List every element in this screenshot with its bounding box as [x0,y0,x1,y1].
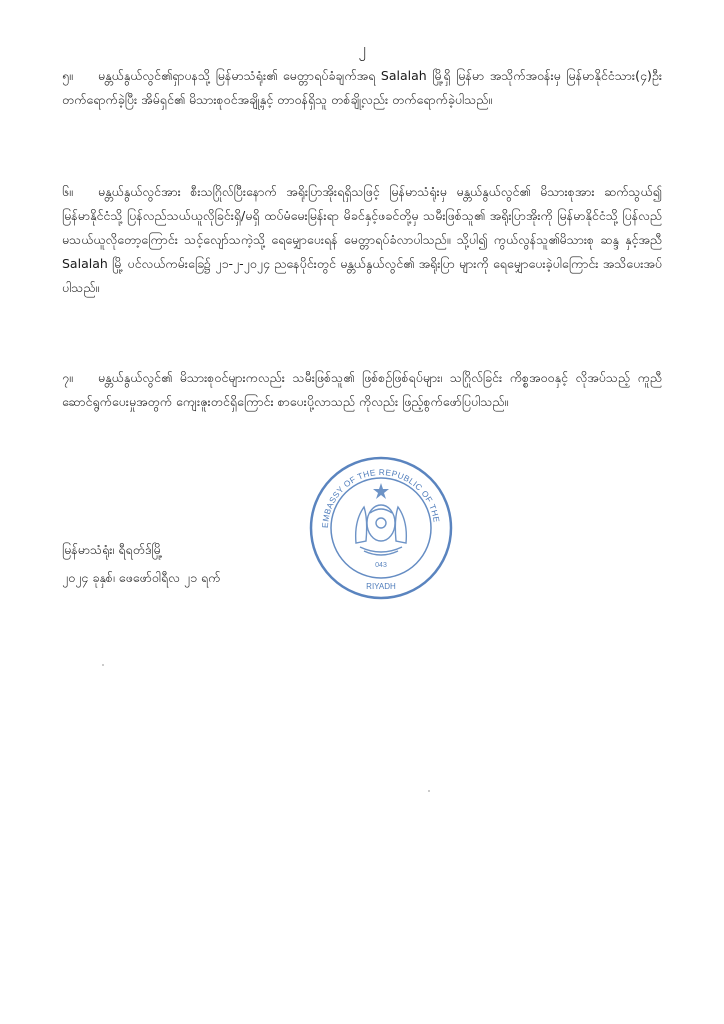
scan-speck [428,790,430,792]
paragraph-text: မန္တယ်နွယ်လွင်၏ရှာပနသို့ မြန်မာသံရုံး၏ မေတ္တာရပ်ခံချက်အရ Salalah မြို့ရှိ မြန်မာ အသိုက်အဝန်းမှ မြန်မာနိုင်ငံသား(၄)ဦး တက်ရောက်ခဲ့ပြီး အိမ်ရှင်၏ မိသားစုဝင်အချို့နှင့် တာဝန်ရှိသူ တစ်ချို့လည်း တက်ရောက်ခဲ့ပါသည်။ [62,68,662,107]
paragraph-6 [62,180,662,300]
paragraph-7 [62,366,662,414]
signature-date: ၂၀၂၄ ခုနှစ်၊ ဖေဖော်ဝါရီလ ၂၁ ရက် [62,570,221,585]
seal-number: 043 [375,562,387,569]
paragraph-5 [62,64,662,112]
seal-city: RIYADH [366,582,396,591]
signature-office: မြန်မာသံရုံး၊ ရီရတ်ဒ်မြို့ [62,542,163,557]
embassy-seal [308,455,454,601]
page-number: ၂ [358,40,366,58]
svg-text:EMBASSY OF THE REPUBLIC OF THE [308,455,442,528]
paragraph-number: ၅။ [62,68,73,83]
paragraph-text: မန္တယ်နွယ်လွင်အား စီးသဂြိုလ်ပြီးနောက် အရိုးပြာအိုးရရှိသဖြင့် မြန်မာသံရုံးမှ မန္တယ်နွယ်လွင်၏ မိသားစုအား ဆက်သွယ်၍ မြန်မာနိုင်ငံသို့ ပြန်လည်သယ်ယူလိုခြင်းရှိ/မရှိ ထပ်မံမေးမြန်းရာ မိခင်နှင့်ဖခင်တို့မှ သမီးဖြစ်သူ၏ အရိုးပြာအိုးကို မြန်မာနိုင်ငံသို့ ပြန်လည်မသယ်ယူလိုတော့ကြောင်း သင့်လျော်သကဲ့သို့ ရေမျှောပေးရန် မေတ္တာရပ်ခံလာပါသည်။ သို့ပါ၍ ကွယ်လွန်သူ၏မိသားစု ဆန္ဒ နှင့်အညီ Salalah မြို့ ပင်လယ်ကမ်းခြေ၌ ၂၁-၂-၂၀၂၄ ညနေပိုင်းတွင် မန္တယ်နွယ်လွင်၏ အရိုးပြာ များကို ရေမျှောပေးခဲ့ပါကြောင်း အသိပေးအပ်ပါသည်။ [62,184,662,295]
paragraph-number: ၆။ [62,184,73,199]
seal-ring-text: EMBASSY OF THE REPUBLIC OF THE [319,466,442,529]
scan-speck [102,664,104,666]
paragraph-number: ၇။ [62,370,73,385]
seal-stamp-icon [308,455,454,601]
paragraph-text: မန္တယ်နွယ်လွင်၏ မိသားစုဝင်များကလည်း သမီးဖြစ်သူ၏ ဖြစ်စဉ်ဖြစ်ရပ်များ၊ သဂြိုလ်ခြင်း ကိစ္စအဝဝနှင့် လိုအပ်သည့် ကူညီဆောင်ရွက်ပေးမှုအတွက် ကျေးဇူးတင်ရှိကြောင်း စာပေးပို့လာသည် ကိုလည်း ဖြည့်စွက်ဖော်ပြပါသည်။ [62,370,662,409]
